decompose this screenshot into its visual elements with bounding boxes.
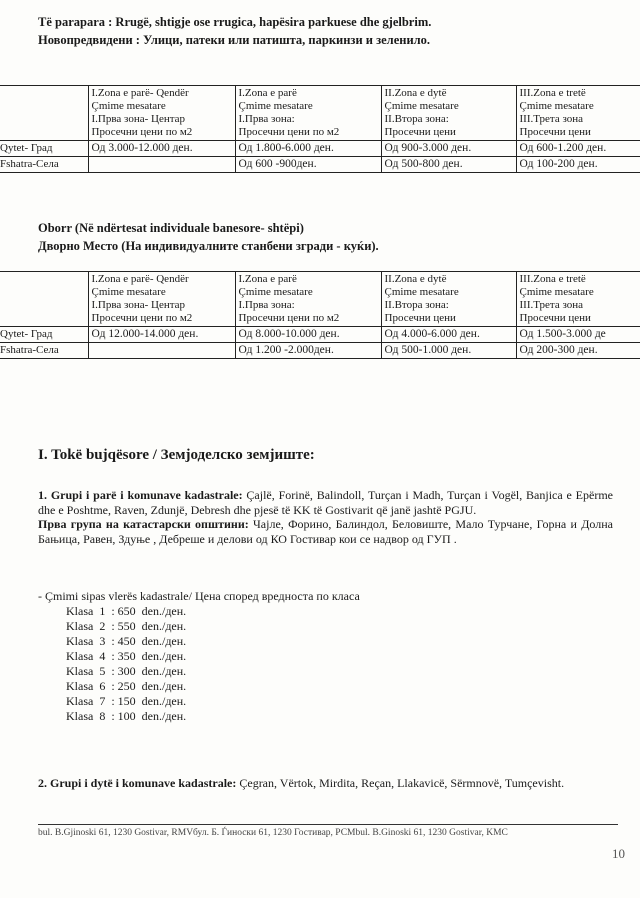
price-cell: Од 1.200 -2.000ден.	[235, 343, 381, 359]
zone-header-line: II.Zona e dytë	[384, 273, 447, 285]
zone-header-cell	[88, 272, 235, 327]
zone-header-line: III.Трета зона	[519, 113, 584, 125]
group1-title-al: 1. Grupi i parë i komunave kadastrale:	[38, 488, 243, 502]
price-cell: Од 3.000-12.000 ден.	[88, 141, 235, 157]
footer-address: bul. B.Gjinoski 61, 1230 Gostivar, RMVбул. Б. Ѓиноски 61, 1230 Гостивар, РСМbul. B.Ginoski 61, 1230 Gostivar, KMC	[38, 828, 508, 838]
group1-paragraph	[38, 488, 613, 546]
class-price-list	[66, 604, 186, 724]
table-row	[0, 157, 640, 173]
price-cell	[88, 343, 235, 359]
header-blank-cell	[0, 86, 88, 141]
zone-header-line: Çmime mesatare	[384, 286, 459, 298]
price-cell: Од 100-200 ден.	[516, 157, 640, 173]
price-cell: Од 900-3.000 ден.	[381, 141, 516, 157]
class-price-item: Klasa 1 : 650 den./ден.	[66, 604, 187, 618]
zone-header-cell	[88, 86, 235, 141]
class-price-item: Klasa 8 : 100 den./ден.	[66, 709, 187, 723]
class-price-item: Klasa 4 : 350 den./ден.	[66, 649, 187, 663]
zone-header-line: Çmime mesatare	[238, 100, 313, 112]
header-blank-cell	[0, 272, 88, 327]
table-row	[0, 327, 640, 343]
class-price-item: Klasa 2 : 550 den./ден.	[66, 619, 187, 633]
zone-header-line: II.Втора зона:	[384, 299, 449, 311]
zone-header-cell	[381, 272, 516, 327]
zone-header-cell	[516, 86, 640, 141]
header-row	[0, 86, 640, 141]
header-row	[0, 272, 640, 327]
price-cell: Од 12.000-14.000 ден.	[88, 327, 235, 343]
price-intro: - Çmimi sipas vlerës kadastrale/ Цена според вредноста по класа	[38, 589, 360, 603]
zone-header-line: Просечни цени по м2	[238, 126, 340, 138]
price-cell: Од 600 -900ден.	[235, 157, 381, 173]
zone-header-line: Просечни цени	[519, 126, 591, 138]
price-cell	[88, 157, 235, 173]
section-a-title-al: Të parapara : Rrugë, shtigje ose rrugica, hapësira parkuese dhe gjelbrim.	[38, 15, 432, 29]
price-cell: Од 600-1.200 ден.	[516, 141, 640, 157]
zone-header-line: Просечни цени по м2	[238, 312, 340, 324]
zone-header-line: I.Прва зона:	[238, 299, 295, 311]
price-cell: Од 200-300 ден.	[516, 343, 640, 359]
zone-header-line: Просечни цени по м2	[91, 312, 193, 324]
group2-text-al: Çegran, Vërtok, Mirdita, Reçan, Llakavicë, Sërmnovë, Tumçevisht.	[236, 776, 565, 790]
row-label: Qytet- Град	[0, 327, 88, 343]
zone-header-line: I.Прва зона:	[238, 113, 295, 125]
class-price-item: Klasa 6 : 250 den./ден.	[66, 679, 187, 693]
class-price-item: Klasa 3 : 450 den./ден.	[66, 634, 187, 648]
zone-header-cell	[381, 86, 516, 141]
price-cell: Од 1.800-6.000 ден.	[235, 141, 381, 157]
zone-header-line: I.Zona e parë- Qendër	[91, 273, 189, 285]
section-a-title-mk: Новопредвидени : Улици, патеки или патишта, паркинзи и зеленило.	[38, 33, 431, 47]
table-row	[0, 141, 640, 157]
zone-header-line: Çmime mesatare	[238, 286, 313, 298]
footer-divider	[38, 824, 618, 825]
zone-header-line: Просечни цени	[384, 126, 456, 138]
zone-header-line: III.Трета зона	[519, 299, 584, 311]
zone-header-cell	[516, 272, 640, 327]
zone-header-line: Просечни цени	[519, 312, 591, 324]
row-label: Fshatra-Села	[0, 157, 88, 173]
price-cell: Од 1.500-3.000 де	[516, 327, 640, 343]
price-cell: Од 4.000-6.000 ден.	[381, 327, 516, 343]
class-price-item: Klasa 7 : 150 den./ден.	[66, 694, 187, 708]
zone-header-line: I.Zona e parë	[238, 273, 297, 285]
zone-header-cell	[235, 272, 381, 327]
zone-header-cell	[235, 86, 381, 141]
zone-header-line: III.Zona e tretë	[519, 273, 586, 285]
zone-header-line: Çmime mesatare	[519, 100, 594, 112]
zone-header-line: Просечни цени	[384, 312, 456, 324]
row-label: Fshatra-Села	[0, 343, 88, 359]
zone-header-line: II.Zona e dytë	[384, 87, 447, 99]
group1-text-mk: Чајле, Форино, Балиндол, Беловиште, Мало Турчане, Горна и Долна Бањица, Равен, Здуње , Дебреше и делови од КО Гостивар кои се надвор од ГУП .	[38, 517, 613, 546]
group2-paragraph	[38, 776, 613, 791]
zone-header-line: Çmime mesatare	[519, 286, 594, 298]
price-table-yard	[0, 271, 640, 359]
table-row	[0, 343, 640, 359]
section-b-title-mk: Дворно Место (На индивидуалните станбени згради - куќи).	[38, 239, 379, 253]
zone-header-line: I.Zona e parë- Qendër	[91, 87, 189, 99]
group1-text-al: Çajlë, Forinë, Balindoll, Turçan i Madh, Turçan i Vogël, Banjica e Epërme dhe e Poshtme, Raven, Zdunjë, Debresh dhe pjesë të KK të Gostivarit që janë jashtë PGJU.	[38, 488, 613, 517]
group2-title-al: 2. Grupi i dytë i komunave kadastrale:	[38, 776, 237, 790]
zone-header-line: II.Втора зона:	[384, 113, 449, 125]
zone-header-line: I.Zona e parë	[238, 87, 297, 99]
zone-header-line: Çmime mesatare	[91, 286, 166, 298]
page-number: 10	[612, 846, 625, 861]
zone-header-line: I.Прва зона- Центар	[91, 113, 186, 125]
price-cell: Од 8.000-10.000 ден.	[235, 327, 381, 343]
zone-header-line: Çmime mesatare	[91, 100, 166, 112]
zone-header-line: Çmime mesatare	[384, 100, 459, 112]
class-price-item: Klasa 5 : 300 den./ден.	[66, 664, 187, 678]
agricultural-land-title: I. Tokë bujqësore / Земјоделско земјиште:	[38, 447, 315, 463]
zone-header-line: Просечни цени по м2	[91, 126, 193, 138]
price-cell: Од 500-800 ден.	[381, 157, 516, 173]
zone-header-line: III.Zona e tretë	[519, 87, 586, 99]
row-label: Qytet- Град	[0, 141, 88, 157]
section-b-title-al: Oborr (Në ndërtesat individuale banesore- shtëpi)	[38, 221, 304, 235]
price-table-built	[0, 85, 640, 173]
group1-title-mk: Прва група на катастарски општини:	[38, 517, 249, 531]
zone-header-line: I.Прва зона- Центар	[91, 299, 186, 311]
price-cell: Од 500-1.000 ден.	[381, 343, 516, 359]
